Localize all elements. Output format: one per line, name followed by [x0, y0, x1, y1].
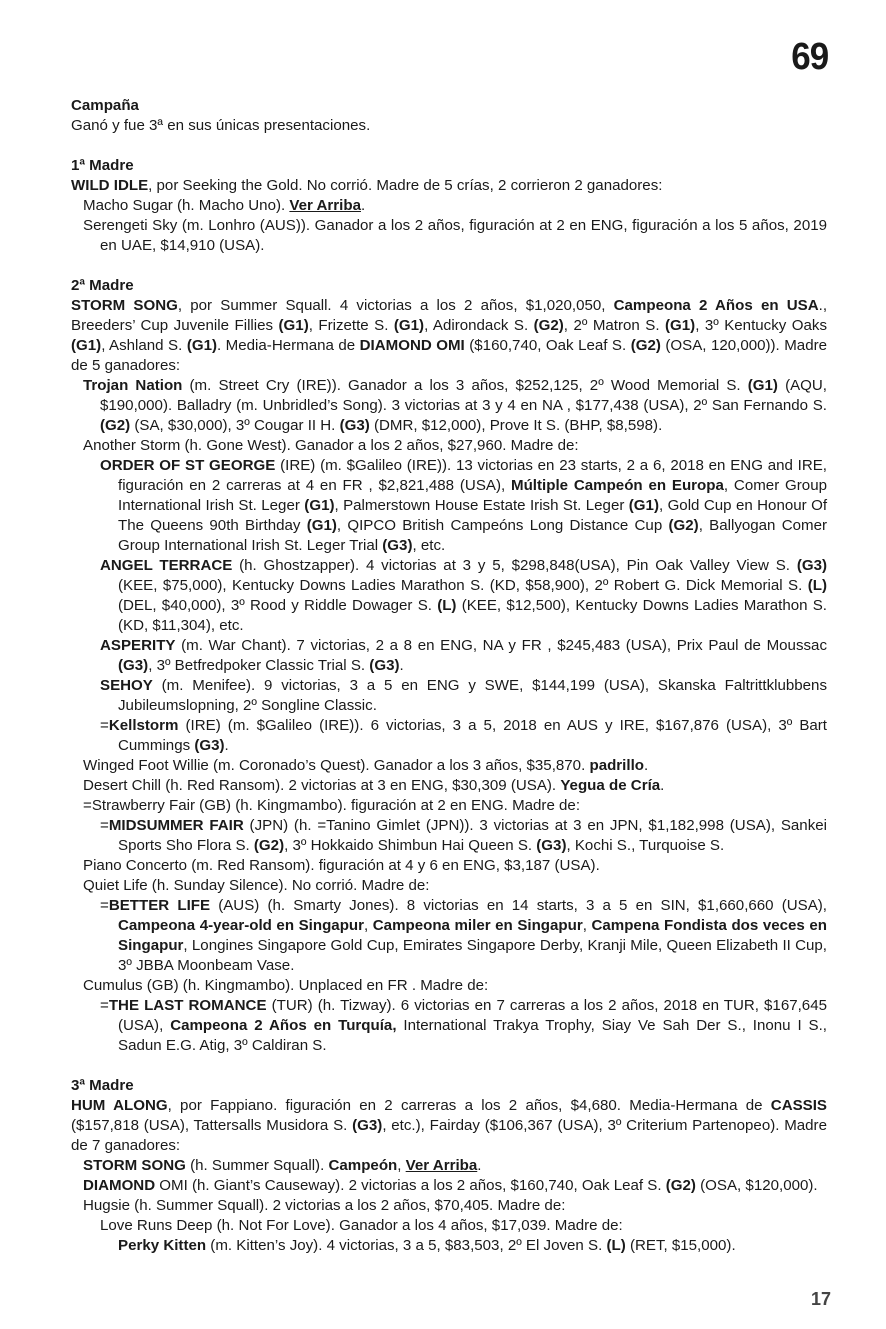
desert-chill: Desert Chill (h. Red Ransom). 2 victorias at 3 en ENG, $30,309 (USA). Yegua de Cría.	[83, 777, 665, 794]
madre2-heading: 2ª Madre	[71, 277, 134, 294]
madre3-heading: 3ª Madre	[71, 1077, 134, 1094]
love-runs-deep: Love Runs Deep (h. Not For Love). Ganador a los 4 años, $17,039. Madre de:	[100, 1217, 623, 1234]
better-life: =BETTER LIFE (AUS) (h. Smarty Jones). 8 victorias en 14 starts, 3 a 5 en SIN, $1,660,660 (USA), Campeona 4-year-old en Singapur, Campeona miler en Singapur, Campena Fondista dos veces en Singapur, Longines Singapore Gold Cup, Emirates Singapore Derby, Kranji Mile, Queen Elizabeth II Cup, 3º JBBA Moonbeam Vase.	[100, 897, 828, 974]
madre1-heading: 1ª Madre	[71, 157, 134, 174]
madre1-offspring-1: Macho Sugar (h. Macho Uno). Ver Arriba.	[83, 197, 366, 214]
midsummer-fair: =MIDSUMMER FAIR (JPN) (h. =Tanino Gimlet (JPN)). 3 victorias at 3 en JPN, $1,182,998 (USA), Sankei Sports Sho Flora S. (G2), 3º Hokkaido Shimbun Hai Queen S. (G3), Kochi S., Turquoise S.	[100, 817, 827, 854]
the-last-romance: =THE LAST ROMANCE (TUR) (h. Tizway). 6 victorias en 7 carreras a los 2 años, 2018 en TUR, $167,645 (USA), Campeona 2 Años en Turquía, International Trakya Trophy, Siay Ve Sah Der S., Inonu I S., Sadun E.G. Atig, 3º Caldiran S.	[100, 997, 827, 1054]
madre3-desc: HUM ALONG, por Fappiano. figuración en 2 carreras a los 2 años, $4,680. Media-Hermana de CASSIS ($157,818 (USA), Tattersalls Musidora S. (G3), etc.), Fairday ($106,367 (USA), 3º Criterium Partenopeo). Madre de 7 ganadores:	[71, 1097, 827, 1154]
asperity: ASPERITY (m. War Chant). 7 victorias, 2 a 8 en ENG, NA y FR , $245,483 (USA), Prix Paul de Moussac (G3), 3º Betfredpoker Classic Trial S. (G3).	[100, 637, 827, 674]
cumulus: Cumulus (GB) (h. Kingmambo). Unplaced en FR . Madre de:	[83, 977, 489, 994]
pedigree-content	[71, 96, 827, 1256]
madre2-another-storm: Another Storm (h. Gone West). Ganador a los 2 años, $27,960. Madre de:	[83, 437, 579, 454]
order-of-st-george: ORDER OF ST GEORGE (IRE) (m. $Galileo (IRE)). 13 victorias en 23 starts, 2 a 6, 2018 en ENG and IRE, figuración en 2 carreras at 4 en FR , $2,821,488 (USA), Múltiple Campeón en Europa, Comer Group International Irish St. Leger (G1), Palmerstown House Estate Irish St. Leger (G1), Gold Cup en Honour Of The Queens 90th Birthday (G1), QIPCO British Campeóns Long Distance Cup (G2), Ballyogan Comer Group International Irish St. Leger Trial (G3), etc.	[100, 457, 828, 554]
madre3-hugsie: Hugsie (h. Summer Squall). 2 victorias a los 2 años, $70,405. Madre de:	[83, 1197, 566, 1214]
strawberry-fair: =Strawberry Fair (GB) (h. Kingmambo). figuración at 2 en ENG. Madre de:	[83, 797, 581, 814]
sehoy: SEHOY (m. Menifee). 9 victorias, 3 a 5 en ENG y SWE, $144,199 (USA), Skanska Faltrittklubbens Jubileumslopning, 2º Songline Classic.	[100, 677, 827, 714]
madre3-storm-song: STORM SONG (h. Summer Squall). Campeón, Ver Arriba.	[83, 1157, 482, 1174]
kellstorm: =Kellstorm (IRE) (m. $Galileo (IRE)). 6 victorias, 3 a 5, 2018 en AUS y IRE, $167,876 (USA), 3º Bart Cummings (G3).	[100, 717, 827, 754]
angel-terrace: ANGEL TERRACE (h. Ghostzapper). 4 victorias at 3 y 5, $298,848(USA), Pin Oak Valley View S. (G3) (KEE, $75,000), Kentucky Downs Ladies Marathon S. (KD, $58,900), 2º Robert G. Dick Memorial S. (L) (DEL, $40,000), 3º Rood y Riddle Dowager S. (L) (KEE, $12,500), Kentucky Downs Ladies Marathon S. (KD, $11,304), etc.	[100, 557, 827, 634]
perky-kitten: Perky Kitten (m. Kitten’s Joy). 4 victorias, 3 a 5, $83,503, 2º El Joven S. (L) (RET, $15,000).	[118, 1237, 736, 1254]
piano-concerto: Piano Concerto (m. Red Ransom). figuración at 4 y 6 en ENG, $3,187 (USA).	[83, 857, 600, 874]
winged-foot-willie: Winged Foot Willie (m. Coronado’s Quest). Ganador a los 3 años, $35,870. padrillo.	[83, 757, 649, 774]
madre2-trojan-nation: Trojan Nation (m. Street Cry (IRE)). Ganador a los 3 años, $252,125, 2º Wood Memorial S. (G1) (AQU, $190,000). Balladry (m. Unbridled’s Song). 3 victorias at 3 y 4 en NA , $177,438 (USA), 2º San Fernando S. (G2) (SA, $30,000), 3º Cougar II H. (G3) (DMR, $12,000), Prove It S. (BHP, $8,598).	[83, 377, 828, 434]
ver-arriba-link[interactable]: Ver Arriba	[289, 197, 361, 214]
madre1-offspring-2: Serengeti Sky (m. Lonhro (AUS)). Ganador a los 2 años, figuración at 2 en ENG, figuración a los 5 años, 2019 en UAE, $14,910 (USA).	[83, 217, 827, 254]
lot-number: 69	[790, 36, 828, 78]
campana-heading: Campaña	[71, 97, 139, 114]
madre2-desc: STORM SONG, por Summer Squall. 4 victorias a los 2 años, $1,020,050, Campeona 2 Años en USA., Breeders’ Cup Juvenile Fillies (G1), Frizette S. (G1), Adirondack S. (G2), 2º Matron S. (G1), 3º Kentucky Oaks (G1), Ashland S. (G1). Media-Hermana de DIAMOND OMI ($160,740, Oak Leaf S. (G2) (OSA, 120,000)). Madre de 5 ganadores:	[71, 297, 828, 374]
madre1-desc: WILD IDLE, por Seeking the Gold. No corrió. Madre de 5 crías, 2 corrieron 2 ganadores:	[71, 177, 663, 194]
campana-text: Ganó y fue 3ª en sus únicas presentaciones.	[71, 117, 371, 134]
ver-arriba-link-2[interactable]: Ver Arriba	[405, 1157, 478, 1174]
page-number: 17	[810, 1289, 831, 1309]
madre3-diamond-omi: DIAMOND OMI (h. Giant’s Causeway). 2 victorias a los 2 años, $160,740, Oak Leaf S. (G2) (OSA, $120,000).	[83, 1177, 818, 1194]
quiet-life: Quiet Life (h. Sunday Silence). No corrió. Madre de:	[83, 877, 430, 894]
